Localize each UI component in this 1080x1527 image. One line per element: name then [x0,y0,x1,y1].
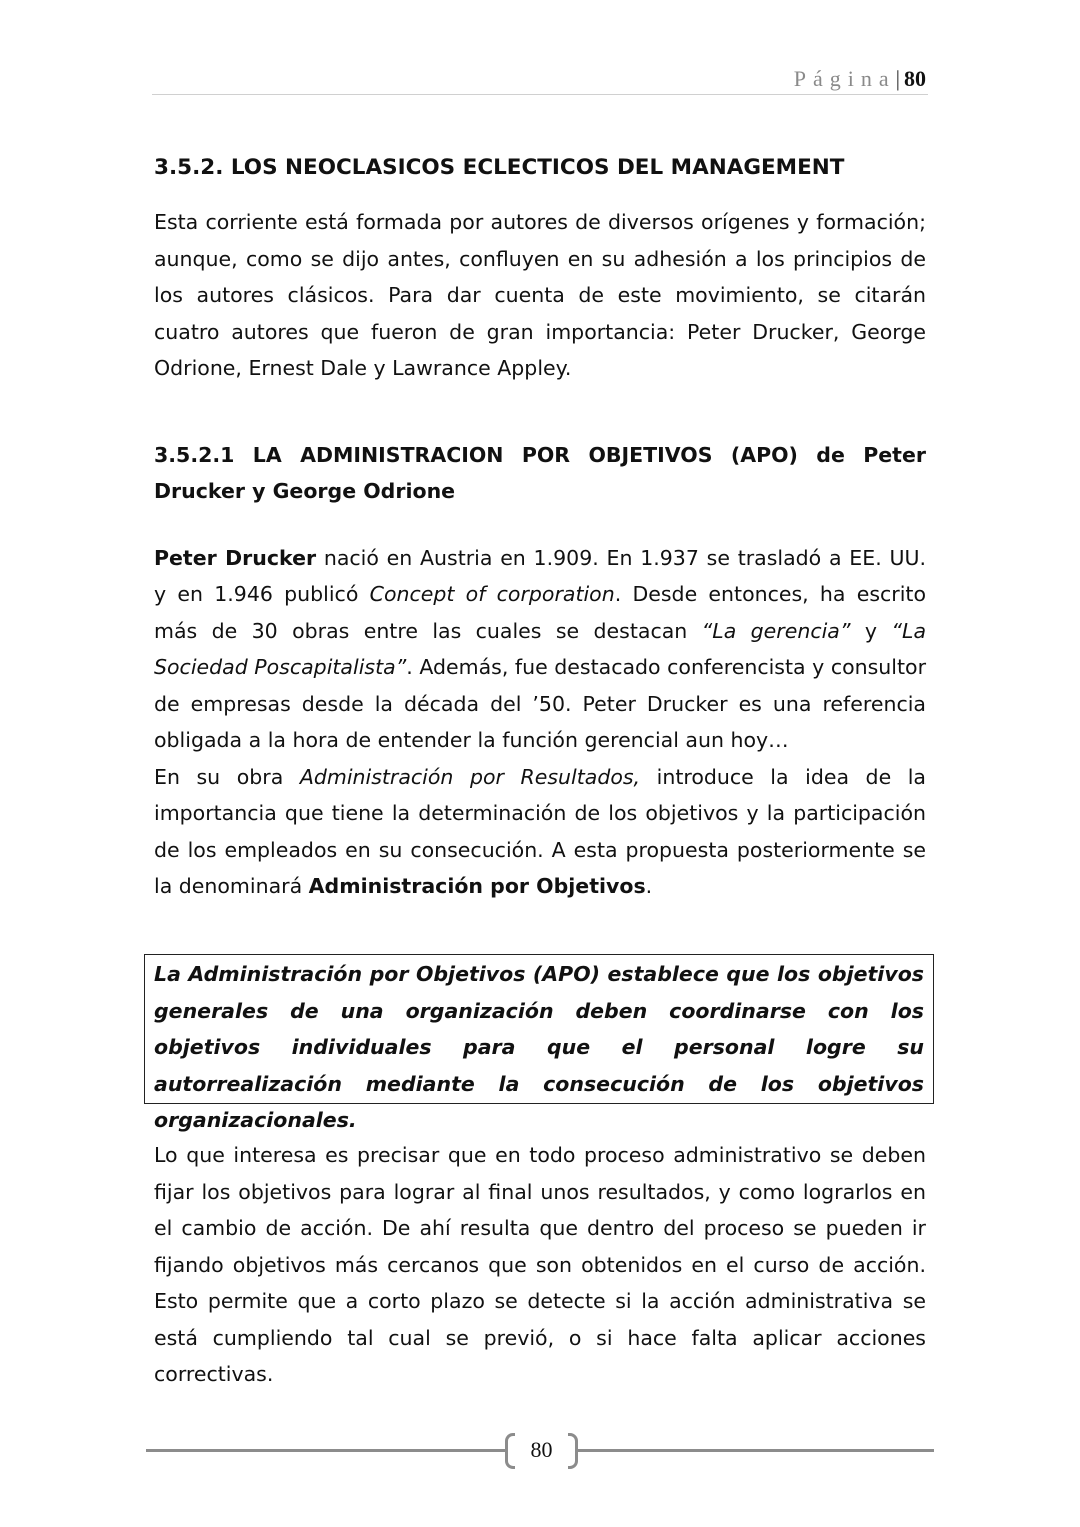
page-header [152,62,928,95]
p2-text-2: introduce la idea de la importancia que tiene la determinación de los objetivos y la participación de los empleados en su consecución. A esta propuesta posteriormente se la denominará [154,764,926,898]
book-title-concept: Concept of corporation [369,582,615,606]
p2-text-3: . [645,874,653,898]
drucker-paragraph [154,540,926,759]
header-pagina-word: Página [793,66,896,91]
p1-text-4: . Además, fue destacado conferencista y consultor de empresas desde la década del ’50. Peter Drucker es una referencia obligada a la hora de entender la función gerencial aun hoy… [154,655,926,752]
footer-rule-left [146,1449,505,1452]
footer-brace-right [568,1433,578,1469]
header-page-number: 80 [904,66,926,91]
section-intro: Esta corriente está formada por autores de diversos orígenes y formación; aunque, como se dijo antes, confluyen en su adhesión a los principios de los autores clásicos. Para dar cuenta de este movimiento, se citarán cuatro autores que fueron de gran importancia: Peter Drucker, George Odrione, Ernest Dale y Lawrance Appley. [154,210,926,380]
footer-page-number: 80 [530,1437,553,1462]
drucker-name: Peter Drucker [154,545,317,570]
header-separator: | [895,66,900,91]
apo-definition-box: La Administración por Objetivos (APO) establece que los objetivos generales de una organización deben coordinarse con los objetivos individuales para que el personal logre su autorrealización mediante la consecución de los objetivos organizacionales. [144,954,934,1104]
apo-paragraph [154,759,926,905]
p1-text-1: nació en Austria en 1.909. En 1.937 se trasladó a EE. UU. y en 1.946 publicó [154,545,926,606]
page-content [154,148,926,905]
footer-rule-right [578,1449,934,1452]
apo-term: Administración por Objetivos [308,874,646,898]
book-title-resultados: Administración por Resultados, [299,764,641,789]
p1-text-2: . Desde entonces, ha escrito más de 30 obras entre las cuales se destacan [154,582,926,643]
closing-text: Lo que interesa es precisar que en todo proceso administrativo se deben fijar los objetivos para lograr al final unos resultados, y como lograrlos en el cambio de acción. De ahí resulta que dentro del proceso se pueden ir fijando objetivos más cercanos que son obtenidos en el curso de acción. Esto permite que a corto plazo se detecte si la acción administrativa se está cumpliendo tal cual se previó, o si hace falta aplicar acciones correctivas. [154,1143,926,1386]
book-title-sociedad: “La Sociedad Poscapitalista” [154,618,927,679]
closing-paragraph [154,1137,926,1393]
p2-text-1: En su obra [154,764,300,789]
subsection-title: 3.5.2.1 LA ADMINISTRACION POR OBJETIVOS (APO) de Peter Drucker y George Odrione [154,442,926,503]
header-page-label [794,66,926,92]
book-title-gerencia: “La gerencia” [701,618,851,643]
footer-brace-left [505,1433,515,1469]
section-title: 3.5.2. LOS NEOCLASICOS ECLECTICOS DEL MANAGEMENT [154,155,845,180]
p1-text-3: y [850,618,892,643]
